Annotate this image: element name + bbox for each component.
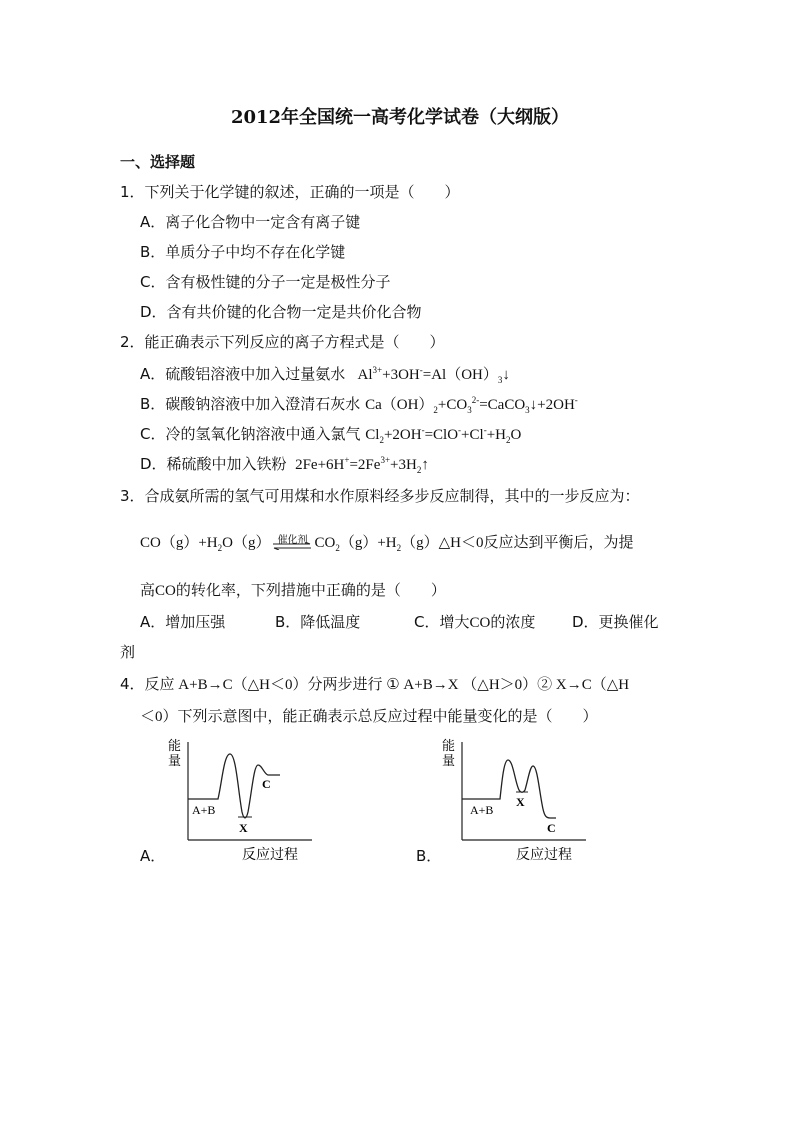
question-4-stem-continued bbox=[140, 706, 598, 727]
section-heading: 一、选择题 bbox=[120, 153, 196, 171]
diagram-b-y-label-2: 量 bbox=[442, 753, 456, 768]
catalyst-label: 催化剂 bbox=[277, 534, 308, 546]
energy-diagram-b bbox=[436, 732, 596, 867]
diagram-a-reactant-label: A+B bbox=[192, 803, 216, 817]
diagram-b-x-label: 反应过程 bbox=[516, 848, 572, 863]
diagram-a-product-label: C bbox=[262, 777, 271, 791]
question-4-steps: ① A+B→X （△H＞0）② X→C（△H bbox=[382, 677, 630, 693]
question-2-option-a-text: A．硫酸铝溶液中加入过量氨水 bbox=[140, 365, 346, 383]
question-4-stem-3: 下列示意图中，能正确表示总反应过程中能量变化的是（ ） bbox=[177, 707, 598, 725]
diagram-b-reactant-label: A+B bbox=[470, 803, 494, 817]
question-4-stem-2: 分两步进行 bbox=[307, 675, 383, 693]
co-formula: CO bbox=[155, 583, 176, 599]
question-2-option-c-text: C．冷的氢氧化钠溶液中通入氯气 bbox=[140, 425, 361, 443]
question-2-option-c-equation: $Cl_2+2OH^-=ClO^-+Cl^-+H_2O$ bbox=[365, 425, 522, 445]
diagram-a-y-label-2: 量 bbox=[168, 753, 182, 768]
question-3-eq-tail: 反应达到平衡后，为提 bbox=[483, 533, 634, 551]
question-4-stem bbox=[120, 674, 629, 695]
energy-diagram-a bbox=[162, 732, 322, 867]
question-4-overall-reaction: A+B→C（△H＜0） bbox=[174, 677, 308, 693]
question-2-option-d bbox=[140, 454, 429, 475]
question-2-stem: 2．能正确表示下列反应的离子方程式是（ ） bbox=[120, 333, 445, 351]
diagram-a-intermediate-label: X bbox=[239, 821, 248, 835]
question-3-option-c-text-2: 的浓度 bbox=[490, 613, 536, 631]
question-3-option-c-text-1: C．增大 bbox=[414, 613, 470, 631]
question-1-option-a: A．离子化合物中一定含有离子键 bbox=[140, 213, 361, 231]
equilibrium-arrow-icon bbox=[272, 542, 312, 550]
question-3-option-d-continued: 剂 bbox=[120, 643, 136, 661]
equilibrium-arrow bbox=[272, 533, 312, 553]
question-2-option-b-text: B．碳酸钠溶液中加入澄清石灰水 bbox=[140, 395, 361, 413]
question-3-option-b: B．降低温度 bbox=[275, 613, 361, 631]
question-3-option-c bbox=[414, 612, 535, 633]
question-4-stem-1: 4．反应 bbox=[120, 675, 175, 693]
question-3-stem: 3．合成氨所需的氢气可用煤和水作原料经多步反应制得，其中的一步反应为： bbox=[120, 487, 640, 505]
question-3-stem-continued bbox=[140, 580, 446, 601]
diagram-b-product-label: C bbox=[547, 821, 556, 835]
question-3-products: $CO_2(g)+H_2(g)\triangle H<0$ bbox=[314, 535, 484, 553]
question-4-option-b-label: B． bbox=[416, 847, 442, 865]
question-2-option-d-equation: $2Fe+6H^+=2Fe^{3+}+3H_2↑$ bbox=[291, 455, 429, 475]
question-4-delta-tail: ＜0） bbox=[140, 709, 178, 725]
page-title: 2012年全国统一高考化学试卷（大纲版） bbox=[230, 107, 570, 128]
question-1-option-d: D．含有共价键的化合物一定是共价化合物 bbox=[140, 303, 422, 321]
question-4-option-a-label: A． bbox=[140, 847, 166, 865]
question-3-option-d: D．更换催化 bbox=[572, 613, 659, 631]
question-1-option-c: C．含有极性键的分子一定是极性分子 bbox=[140, 273, 391, 291]
question-1-stem: 1．下列关于化学键的叙述，正确的一项是（ ） bbox=[120, 183, 460, 201]
question-3-stem-cont-1: 高 bbox=[140, 581, 156, 599]
question-2-option-b-equation: $Ca(OH)_2+CO_3^{2-}=CaCO_3↓+2OH^-$ bbox=[365, 395, 578, 415]
question-1-option-b: B．单质分子中均不存在化学键 bbox=[140, 243, 346, 261]
question-2-option-c bbox=[140, 424, 521, 445]
diagram-b-intermediate-label: X bbox=[516, 795, 525, 809]
question-2-option-a-equation: $Al^{3+}+3OH^-=Al(OH)_3↓$ bbox=[350, 365, 510, 385]
question-3-reactants: $CO(g)+H_2O(g)$ bbox=[140, 535, 271, 553]
question-3-stem-cont-2: 的转化率，下列措施中正确的是（ ） bbox=[175, 581, 446, 599]
diagram-b-y-label-1: 能 bbox=[442, 738, 456, 753]
question-2-option-b bbox=[140, 394, 578, 415]
question-3-option-a: A．增加压强 bbox=[140, 613, 226, 631]
question-2-option-a bbox=[140, 364, 510, 385]
diagram-a-y-label-1: 能 bbox=[168, 738, 182, 753]
question-3-equation-line bbox=[140, 532, 634, 553]
question-2-option-d-text: D．稀硫酸中加入铁粉 bbox=[140, 455, 287, 473]
co-formula-c: CO bbox=[469, 615, 491, 631]
diagram-a-x-label: 反应过程 bbox=[242, 848, 298, 863]
